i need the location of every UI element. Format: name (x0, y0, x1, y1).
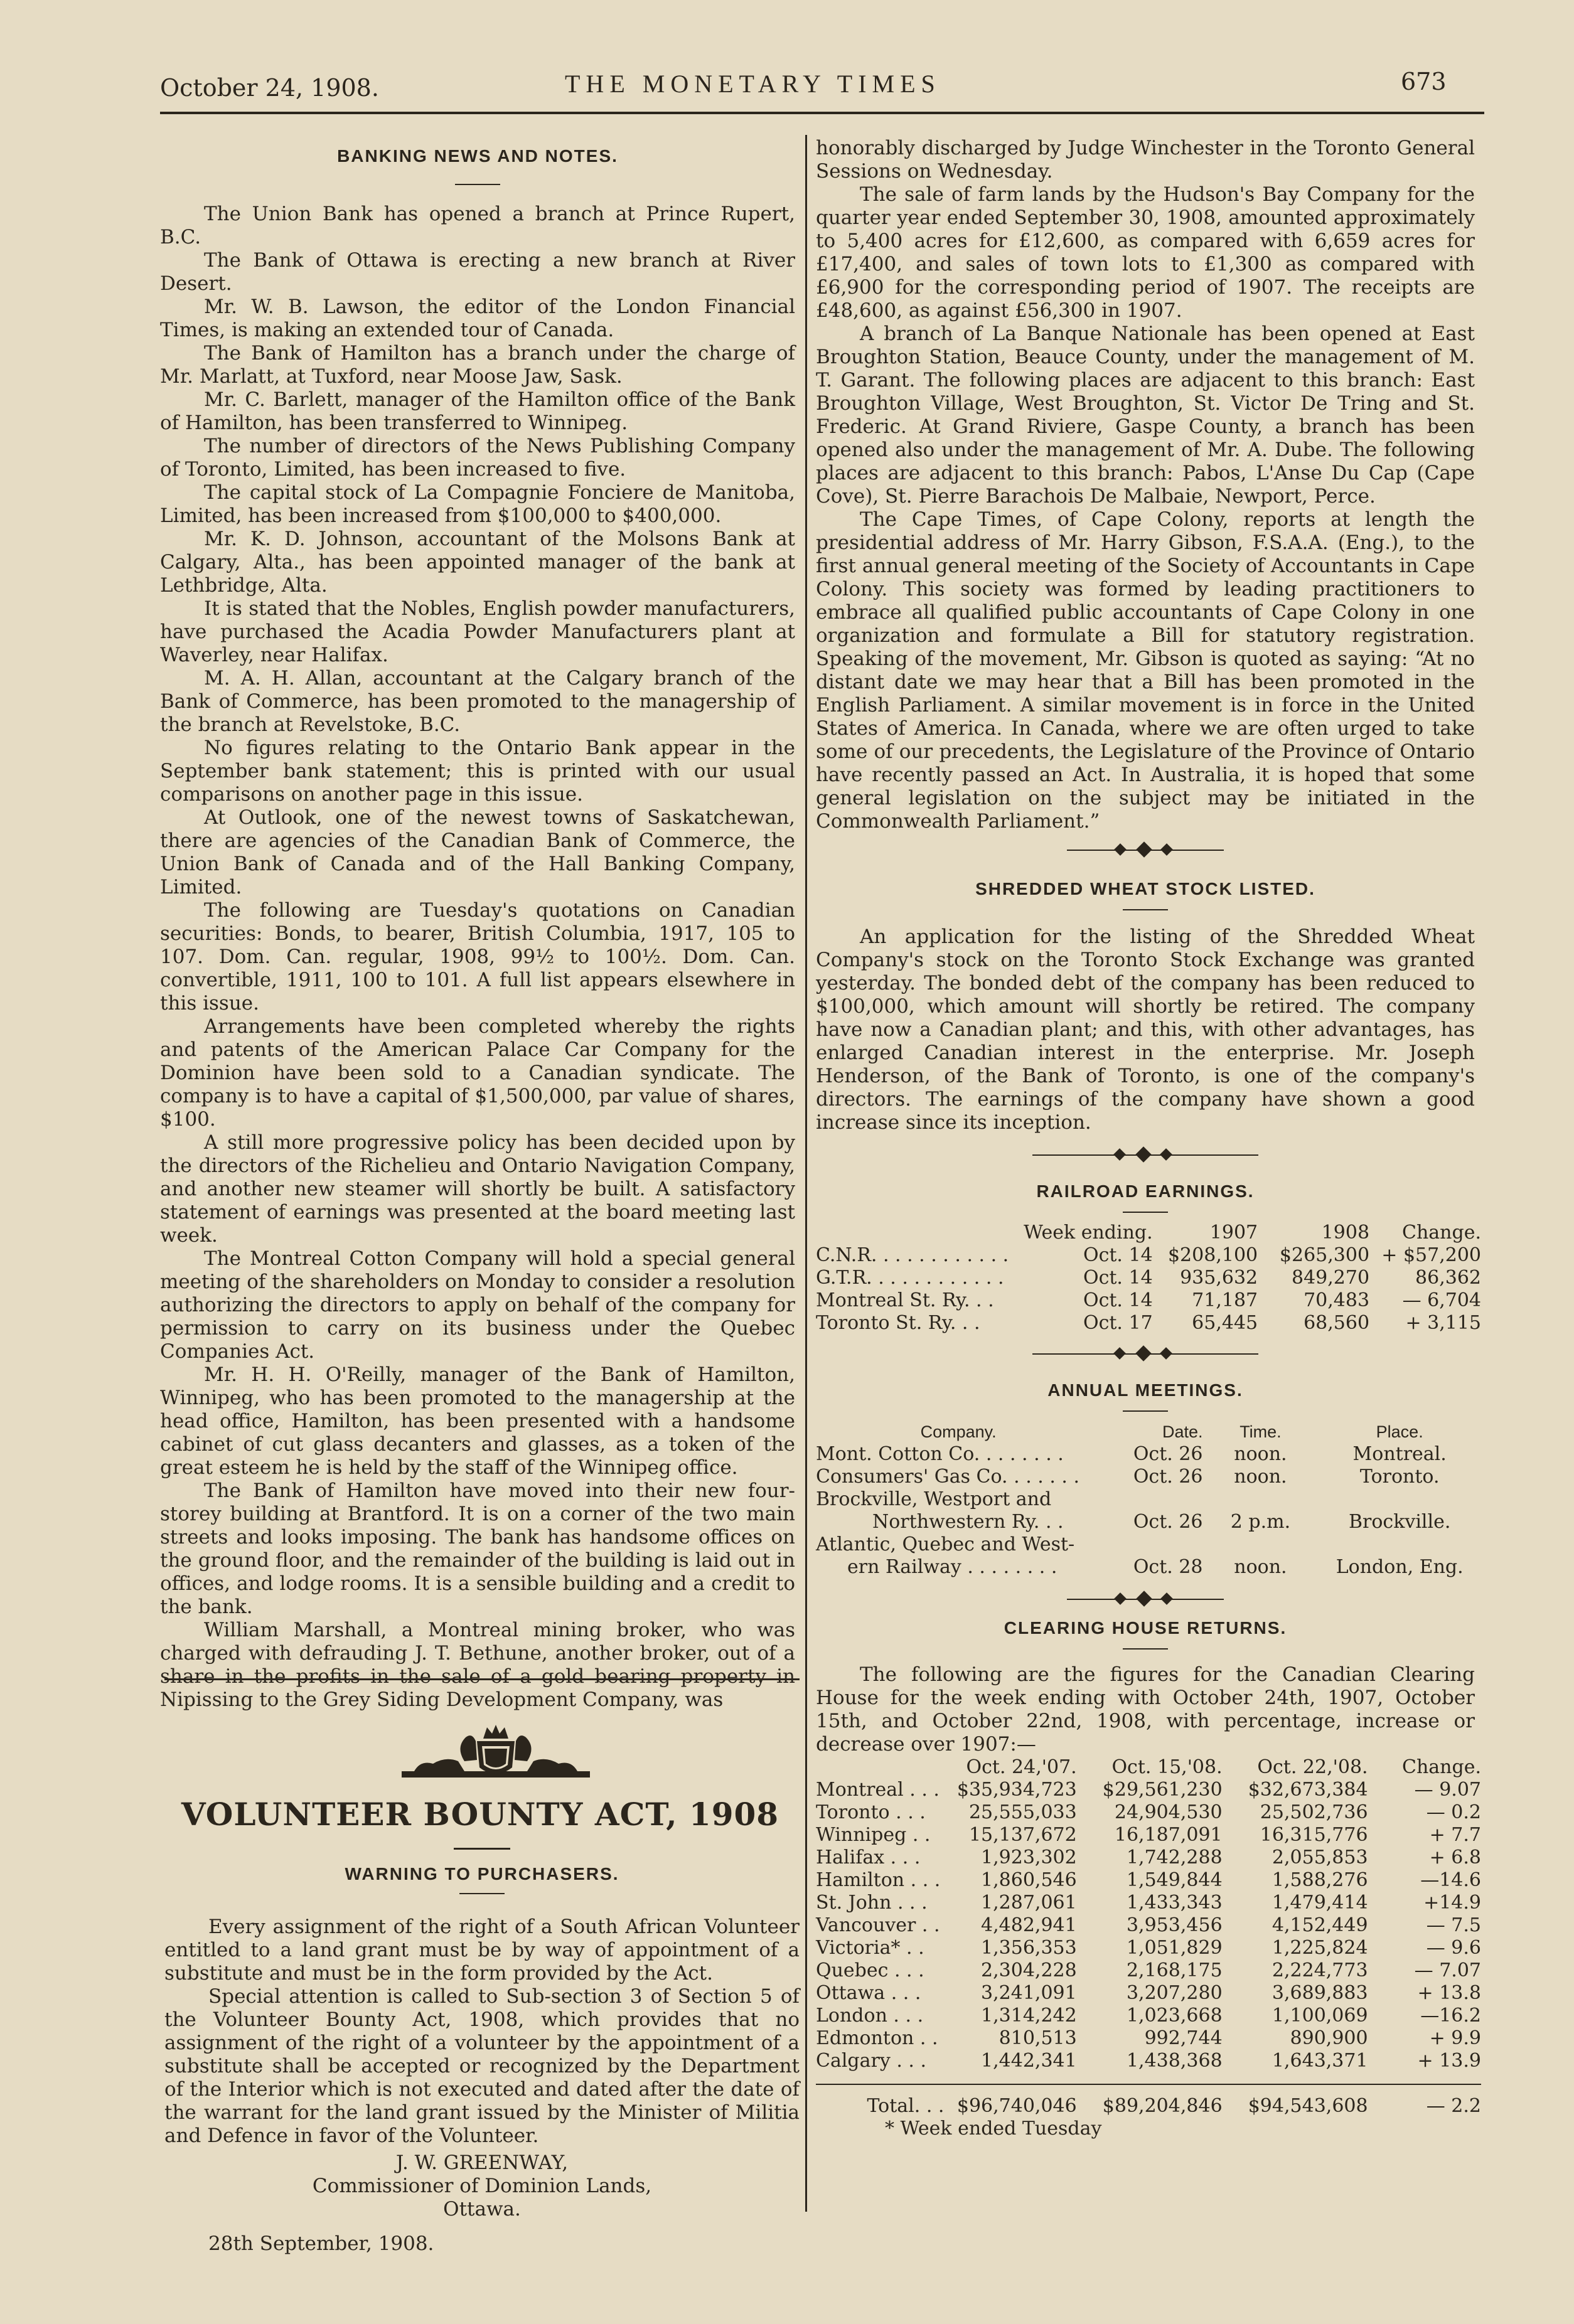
meeting-row-company: Brockville, Westport and (816, 1488, 1052, 1510)
railroad-earnings-table (816, 1222, 1481, 1335)
banking-paragraph-11: No figures relating to the Ontario Bank appear in the September bank statement; this is printed with our usual comparisons on another page in this issue. (160, 737, 795, 806)
meeting-row (816, 1533, 1481, 1556)
header-rule (160, 112, 1484, 114)
volunteer-bounty-section (164, 1848, 800, 2256)
short-rule (1123, 1648, 1168, 1650)
meeting-row-date: Oct. 26 (1133, 1466, 1203, 1488)
railroad-row-week: Oct. 14 (1083, 1267, 1153, 1289)
clearing-row-city: Calgary . . . (816, 2050, 927, 2072)
railroad-row (816, 1244, 1481, 1267)
clearing-row-c1: 25,555,033 (968, 1801, 1077, 1823)
railroad-row-y1908: 68,560 (1304, 1312, 1370, 1334)
clearing-row-city: Toronto . . . (816, 1801, 926, 1823)
header-title: THE MONETARY TIMES (565, 70, 941, 98)
clearing-row-c2: 1,549,844 (1126, 1869, 1223, 1891)
annual-meetings-table (816, 1421, 1481, 1579)
railroad-row (816, 1267, 1481, 1289)
clearing-row-city: Vancouver . . (816, 1914, 940, 1936)
banking-paragraph-1: The Union Bank has opened a branch at Prince Rupert, B.C. (160, 203, 795, 248)
clearing-row-c1: 2,304,228 (981, 1959, 1077, 1981)
clearing-house-intro: The following are the figures for the Canadian Clearing House for the week ending with October 24th, 1907, October 15th, and October 22nd, 1908, with percentage, increase or decrease over 1907:— (816, 1663, 1475, 1756)
clearing-row-c3: 890,900 (1290, 2027, 1368, 2049)
meeting-row-time (1203, 1533, 1319, 1556)
signature-title: Commissioner of Dominion Lands, (312, 2175, 652, 2197)
banking-paragraph-3: Mr. W. B. Lawson, the editor of the London Financial Times, is making an extended tour of Canada. (160, 296, 795, 341)
column-divider (805, 135, 807, 2212)
railroad-row-name: Toronto St. Ry. . . (816, 1312, 980, 1334)
banking-cont-paragraph-3: A branch of La Banque Nationale has been opened at East Broughton Station, Beauce County, under the management of M. T. Garant. The following places are adjacent to this branch: East Broughton Village, West Broughton, St. Victor De Tring and St. Frederic. At Grand Riviere, Gaspe County, a branch has been opened also under the management of Mr. A. Dube. The following places are adjacent to this branch: Pabos, L'Anse Du Cap (Cape Cove), St. Pierre Barachois De Malbaie, Newport, Perce. (816, 322, 1475, 508)
clearing-row-c4: — 0.2 (1426, 1801, 1481, 1823)
meeting-row (816, 1556, 1481, 1579)
clearing-row-c2: $29,561,230 (1102, 1779, 1223, 1801)
clearing-row (816, 1959, 1481, 1982)
signature-name: J. W. GREENWAY, (395, 2151, 569, 2174)
clearing-row-c4: —14.6 (1420, 1869, 1481, 1891)
short-rule (455, 184, 500, 185)
royal-coat-of-arms-icon (395, 1722, 596, 1785)
right-column (816, 137, 1481, 2140)
col-date: Date. (1162, 1422, 1203, 1441)
header-page-number: 673 (1401, 68, 1447, 95)
clearing-row (816, 1892, 1481, 1914)
railroad-row-y1907: $208,100 (1167, 1244, 1258, 1266)
railroad-heading: RAILROAD EARNINGS. (1036, 1181, 1255, 1201)
clearing-row-c1: 15,137,672 (968, 1824, 1077, 1846)
clearing-row-c1: 1,287,061 (981, 1892, 1077, 1914)
meeting-row-company: Atlantic, Quebec and West- (816, 1533, 1075, 1555)
clearing-row-c1: 1,356,353 (981, 1937, 1077, 1959)
meeting-row-place (1318, 1488, 1481, 1511)
railroad-row-name: C.N.R. . . . . . . . . . . . (816, 1244, 1009, 1266)
total-c4: — 2.2 (1426, 2095, 1481, 2117)
clearing-row-c1: 3,241,091 (981, 1982, 1077, 2004)
meeting-row-date (1101, 1533, 1202, 1556)
clearing-row (816, 1779, 1481, 1801)
clearing-total-row (816, 2095, 1481, 2118)
clearing-row (816, 1801, 1481, 1824)
volunteer-act-title: VOLUNTEER BOUNTY ACT, 1908 (181, 1796, 779, 1833)
clearing-row-c3: 2,055,853 (1272, 1847, 1368, 1868)
railroad-row-name: G.T.R. . . . . . . . . . . . (816, 1267, 1004, 1289)
clearing-row-c3: 3,689,883 (1272, 1982, 1368, 2004)
railroad-row-y1907: 65,445 (1192, 1312, 1258, 1334)
railroad-row-change: + $57,200 (1381, 1244, 1481, 1266)
clearing-row-city: Winnipeg . . (816, 1824, 931, 1846)
clearing-row-c2: 16,187,091 (1114, 1824, 1223, 1846)
clearing-row-c4: + 13.9 (1417, 2050, 1481, 2072)
clearing-row-c3: 16,315,776 (1260, 1824, 1368, 1846)
clearing-row-city: Halifax . . . (816, 1847, 921, 1868)
col-oct15-08: Oct. 15,'08. (1111, 1756, 1223, 1778)
banking-paragraph-10: M. A. H. Allan, accountant at the Calgary branch of the Bank of Commerce, has been promoted to the managership of the branch at Revelstoke, B.C. (160, 667, 795, 736)
volunteer-date: 28th September, 1908. (208, 2232, 434, 2255)
banking-paragraph-14: Arrangements have been completed whereby the rights and patents of the American Palace Car Company for the Dominion have been sold to a Canadian syndicate. The company is to have a capital of $1,500,000, par value of shares, $100. (160, 1015, 795, 1131)
banking-paragraph-15: A still more progressive policy has been decided upon by the directors of the Richelieu and Ontario Navigation Company, and another new steamer will shortly be built. A satisfactory statement of earnings was presented at the board meeting last week. (160, 1131, 795, 1247)
clearing-row-city: Quebec . . . (816, 1959, 924, 1981)
banking-news-heading: BANKING NEWS AND NOTES. (337, 146, 618, 166)
clearing-row-c3: $32,673,384 (1248, 1779, 1368, 1801)
clearing-row-c2: 24,904,530 (1114, 1801, 1223, 1823)
clearing-row-c2: 3,953,456 (1126, 1914, 1223, 1936)
ornament-divider (1032, 1348, 1258, 1360)
warning-heading: WARNING TO PURCHASERS. (345, 1864, 619, 1884)
clearing-row-c4: — 7.07 (1414, 1959, 1481, 1981)
meeting-row-place: Montreal. (1352, 1443, 1447, 1465)
col-change: Change. (1402, 1756, 1481, 1778)
clearing-row-city: Victoria* . . (816, 1937, 924, 1959)
clearing-row-c4: + 7.7 (1429, 1824, 1481, 1846)
banking-paragraph-4: The Bank of Hamilton has a branch under the charge of Mr. Marlatt, at Tuxford, near Moose Jaw, Sask. (160, 342, 795, 388)
clearing-row (816, 2050, 1481, 2072)
banking-paragraph-8: Mr. K. D. Johnson, accountant of the Molsons Bank at Calgary, Alta., has been appointed manager of the bank at Lethbridge, Alta. (160, 528, 795, 597)
clearing-row-c3: 4,152,449 (1272, 1914, 1368, 1936)
railroad-row-change: 86,362 (1415, 1267, 1481, 1289)
meeting-row (816, 1466, 1481, 1488)
meeting-row-company: Consumers' Gas Co. . . . . . . (816, 1466, 1080, 1488)
banking-continued-paragraphs (816, 137, 1475, 833)
volunteer-paragraph-2: Special attention is called to Sub-section 3 of Section 5 of the Volunteer Bounty Act, 1908, which provides that no assignment of the right of a volunteer by the appointment of a substitute shall be accepted or recognized by the Department of the Interior which is not executed and dated after the date of the warrant for the land grant issued by the Minister of Militia and Defence in favor of the Volunteer. (164, 1985, 800, 2147)
col-oct24-07: Oct. 24,'07. (966, 1756, 1077, 1778)
total-c1: $96,740,046 (956, 2095, 1077, 2117)
railroad-row-y1908: $265,300 (1279, 1244, 1370, 1266)
meeting-row-date: Oct. 28 (1133, 1556, 1203, 1578)
clearing-house-table (816, 1756, 1481, 2140)
meeting-row-time: noon. (1234, 1466, 1287, 1488)
total-c3: $94,543,608 (1248, 2095, 1368, 2117)
clearing-row-c2: 1,051,829 (1126, 1937, 1223, 1959)
railroad-row-week: Oct. 14 (1083, 1244, 1153, 1266)
meeting-row (816, 1511, 1481, 1533)
banking-cont-paragraph-1: honorably discharged by Judge Winchester in the Toronto General Sessions on Wednesday. (816, 137, 1475, 183)
meeting-row-company: ern Railway . . . . . . . . (847, 1556, 1057, 1578)
ornament-divider (1067, 845, 1224, 856)
railroad-row-y1907: 935,632 (1180, 1267, 1258, 1289)
banking-paragraph-16: The Montreal Cotton Company will hold a special general meeting of the shareholders on Monday to consider a resolution authorizing the directors to apply on behalf of the company for permission to carry on its business under the Quebec Companies Act. (160, 1247, 795, 1363)
clearing-row-c1: $35,934,723 (956, 1779, 1077, 1801)
meeting-row-time (1203, 1488, 1319, 1511)
railroad-row-change: + 3,115 (1405, 1312, 1481, 1334)
clearing-row-city: Hamilton . . . (816, 1869, 941, 1891)
clearing-row (816, 1937, 1481, 1959)
banking-paragraphs (160, 203, 795, 1712)
clearing-row-city: Ottawa . . . (816, 1982, 921, 2004)
clearing-row-city: Edmonton . . (816, 2027, 938, 2049)
clearing-row-city: St. John . . . (816, 1892, 928, 1914)
meeting-row-date: Oct. 26 (1133, 1443, 1203, 1465)
clearing-row-city: Montreal . . . (816, 1779, 940, 1801)
meeting-row (816, 1488, 1481, 1511)
col-oct22-08: Oct. 22,'08. (1257, 1756, 1368, 1778)
railroad-row-y1907: 71,187 (1192, 1289, 1258, 1311)
short-rule (454, 1848, 510, 1850)
col-week: Week ending. (1024, 1222, 1153, 1244)
clearing-row-c3: 1,100,069 (1272, 2005, 1368, 2027)
clearing-row-c2: 2,168,175 (1126, 1959, 1223, 1981)
meeting-row-date: Oct. 26 (1133, 1511, 1203, 1533)
clearing-row-c3: 1,588,276 (1272, 1869, 1368, 1891)
signature-place: Ottawa. (443, 2198, 521, 2220)
clearing-row-c1: 1,860,546 (981, 1869, 1077, 1891)
clearing-footnote: * Week ended Tuesday (885, 2118, 1102, 2140)
clearing-row (816, 1914, 1481, 1937)
col-1907: 1907 (1209, 1222, 1258, 1244)
col-place: Place. (1376, 1422, 1423, 1441)
banking-paragraph-18: The Bank of Hamilton have moved into their new four-storey building at Brantford. It is on a corner of the two main streets and looks imposing. The bank has handsome offices on the ground floor, and the remainder of the building is laid out in offices, and lodge rooms. It is a sensible building and a credit to the bank. (160, 1479, 795, 1618)
clearing-row-c3: 1,225,824 (1272, 1937, 1368, 1959)
banking-paragraph-5: Mr. C. Barlett, manager of the Hamilton office of the Bank of Hamilton, has been transferred to Winnipeg. (160, 388, 795, 434)
ornament-divider (1032, 1149, 1258, 1161)
clearing-row-city: London . . . (816, 2005, 924, 2027)
meeting-row-time: 2 p.m. (1230, 1511, 1291, 1533)
clearing-row-c1: 4,482,941 (981, 1914, 1077, 1936)
railroad-row-week: Oct. 14 (1083, 1289, 1153, 1311)
meetings-header-row (816, 1421, 1481, 1443)
total-c2: $89,204,846 (1102, 2095, 1223, 2117)
clearing-row-c2: 1,438,368 (1126, 2050, 1223, 2072)
clearing-row-c2: 992,744 (1144, 2027, 1223, 2049)
clearing-row-c4: — 9.07 (1414, 1779, 1481, 1801)
meeting-row-place: London, Eng. (1336, 1556, 1464, 1578)
clearing-row-c2: 1,023,668 (1126, 2005, 1223, 2027)
banking-paragraph-7: The capital stock of La Compagnie Fonciere de Manitoba, Limited, has been increased from $100,000 to $400,000. (160, 481, 795, 527)
shredded-wheat-paragraph: An application for the listing of the Shredded Wheat Company's stock on the Toronto Stock Exchange was granted yesterday. The bonded debt of the company has been reduced to $100,000, which amount will shortly be retired. The company have now a Canadian plant; and this, with other advantages, has enlarged Canadian interest in the enterprise. Mr. Joseph Henderson, of the Bank of Toronto, is one of the company's directors. The earnings of the company have shown a good increase since its inception. (816, 925, 1475, 1134)
clearing-row-c4: + 9.9 (1429, 2027, 1481, 2049)
banking-paragraph-17: Mr. H. H. O'Reilly, manager of the Bank of Hamilton, Winnipeg, who has been promoted to the managership at the head office, Hamilton, has been presented with a handsome cabinet of cut glass decanters and glasses, as a token of the great esteem he is held by the staff of the Winnipeg office. (160, 1363, 795, 1479)
clearing-row-c1: 810,513 (998, 2027, 1077, 2049)
railroad-row-name: Montreal St. Ry. . . (816, 1289, 994, 1311)
clearing-row (816, 1869, 1481, 1892)
clearing-row-c4: — 9.6 (1426, 1937, 1481, 1959)
clearing-row (816, 1982, 1481, 2005)
col-time: Time. (1239, 1422, 1282, 1441)
meeting-row-company: Mont. Cotton Co. . . . . . . . (816, 1443, 1064, 1465)
meeting-row (816, 1443, 1481, 1466)
banking-paragraph-9: It is stated that the Nobles, English powder manufacturers, have purchased the Acadia Powder Manufacturers plant at Waverley, near Halifax. (160, 597, 795, 666)
ornament-divider (1067, 1594, 1224, 1605)
clearing-row-c1: 1,442,341 (981, 2050, 1077, 2072)
clearing-row-c4: + 6.8 (1429, 1847, 1481, 1868)
railroad-row-y1908: 849,270 (1291, 1267, 1370, 1289)
banking-paragraph-13: The following are Tuesday's quotations on Canadian securities: Bonds, to bearer, British Columbia, 1917, 105 to 107. Dom. Can. regular, 1908, 99½ to 100½. Dom. Can. convertible, 1911, 100 to 101. A full list appears elsewhere in this issue. (160, 899, 795, 1015)
banking-paragraph-6: The number of directors of the News Publishing Company of Toronto, Limited, has been increased to five. (160, 435, 795, 481)
railroad-row (816, 1289, 1481, 1312)
total-label: Total. . . (867, 2095, 945, 2117)
banking-news-section (160, 143, 795, 1712)
railroad-row-y1908: 70,483 (1304, 1289, 1370, 1311)
clearing-row (816, 1824, 1481, 1847)
banking-paragraph-19: William Marshall, a Montreal mining broker, who was charged with defrauding J. T. Bethune, another broker, out of a share in the profits in the sale of a gold bearing property in Nipissing to the Grey Siding Development Company, was (160, 1619, 795, 1711)
col-change: Change. (1402, 1222, 1481, 1244)
volunteer-paragraph-1: Every assignment of the right of a South African Volunteer entitled to a land grant must be by way of appointment of a substitute and must be in the form provided by the Act. (164, 1916, 800, 1985)
section-rule (164, 1678, 800, 1680)
clearing-row-c2: 1,742,288 (1126, 1847, 1223, 1868)
clearing-row (816, 2027, 1481, 2050)
short-rule (459, 1893, 505, 1894)
meeting-row-place (1318, 1533, 1481, 1556)
clearing-row-c2: 1,433,343 (1126, 1892, 1223, 1914)
clearing-house-heading: CLEARING HOUSE RETURNS. (1004, 1618, 1287, 1638)
meeting-row-time: noon. (1234, 1556, 1287, 1578)
clearing-row-c4: + 13.8 (1417, 1982, 1481, 2004)
meeting-row-company: Northwestern Ry. . . (872, 1511, 1064, 1533)
shredded-wheat-heading: SHREDDED WHEAT STOCK LISTED. (975, 879, 1315, 898)
header-date: October 24, 1908. (160, 74, 379, 102)
clearing-row (816, 1847, 1481, 1869)
railroad-row (816, 1312, 1481, 1335)
clearing-row-c3: 25,502,736 (1260, 1801, 1368, 1823)
meeting-row-time: noon. (1234, 1443, 1287, 1465)
short-rule (1123, 1212, 1168, 1213)
banking-cont-paragraph-2: The sale of farm lands by the Hudson's Bay Company for the quarter year ended September 30, 1908, amounted approximately to 5,400 acres for £12,600, as compared with 6,659 acres for £17,400, and sales of town lots to £1,300 as compared with £6,900 for the corresponding period of 1907. The receipts are £48,600, as against £56,300 in 1907. (816, 183, 1475, 322)
railroad-row-week: Oct. 17 (1083, 1312, 1153, 1334)
clearing-row-c1: 1,314,242 (981, 2005, 1077, 2027)
clearing-row-c3: 2,224,773 (1272, 1959, 1368, 1981)
clearing-row-c4: —16.2 (1420, 2005, 1481, 2027)
railroad-header-row (816, 1222, 1481, 1244)
meeting-row-date (1101, 1488, 1202, 1511)
railroad-row-change: — 6,704 (1402, 1289, 1481, 1311)
meeting-row-place: Brockville. (1348, 1511, 1451, 1533)
short-rule (1123, 1410, 1168, 1412)
annual-meetings-heading: ANNUAL MEETINGS. (1047, 1380, 1243, 1400)
clearing-header-row (816, 1756, 1481, 1779)
clearing-row-c3: 1,479,414 (1272, 1892, 1368, 1914)
clearing-row-c2: 3,207,280 (1126, 1982, 1223, 2004)
clearing-row-c4: +14.9 (1423, 1892, 1481, 1914)
clearing-row-c3: 1,643,371 (1272, 2050, 1368, 2072)
banking-paragraph-12: At Outlook, one of the newest towns of Saskatchewan, there are agencies of the Canadian Bank of Commerce, the Union Bank of Canada and of the Hall Banking Company, Limited. (160, 806, 795, 898)
clearing-row (816, 2005, 1481, 2027)
meeting-row-place: Toronto. (1359, 1466, 1440, 1488)
short-rule (1123, 909, 1168, 910)
col-company: Company. (920, 1422, 997, 1441)
col-1908: 1908 (1321, 1222, 1370, 1244)
banking-cont-paragraph-4: The Cape Times, of Cape Colony, reports at length the presidential address of Mr. Harry Gibson, F.S.A.A. (Eng.), to the first annual general meeting of the Society of Accountants in Cape Colony. This society was formed by leading practitioners to embrace all qualified public accountants of Cape Colony in one organization and formulate a Bill for statutory registration. Speaking of the movement, Mr. Gibson is quoted as saying: “At no distant date we may hear that a Bill has been promoted in the English Parliament. A similar movement is in force in the United States of America. In Canada, where we are often urged to take some of our precedents, the Legislature of the Province of Ontario have recently passed an Act. In Australia, it is hoped that some general legislation on the subject may be initiated in the Commonwealth Parliament.” (816, 508, 1475, 833)
banking-paragraph-2: The Bank of Ottawa is erecting a new branch at River Desert. (160, 249, 795, 295)
clearing-row-c4: — 7.5 (1426, 1914, 1481, 1936)
clearing-row-c1: 1,923,302 (981, 1847, 1077, 1868)
